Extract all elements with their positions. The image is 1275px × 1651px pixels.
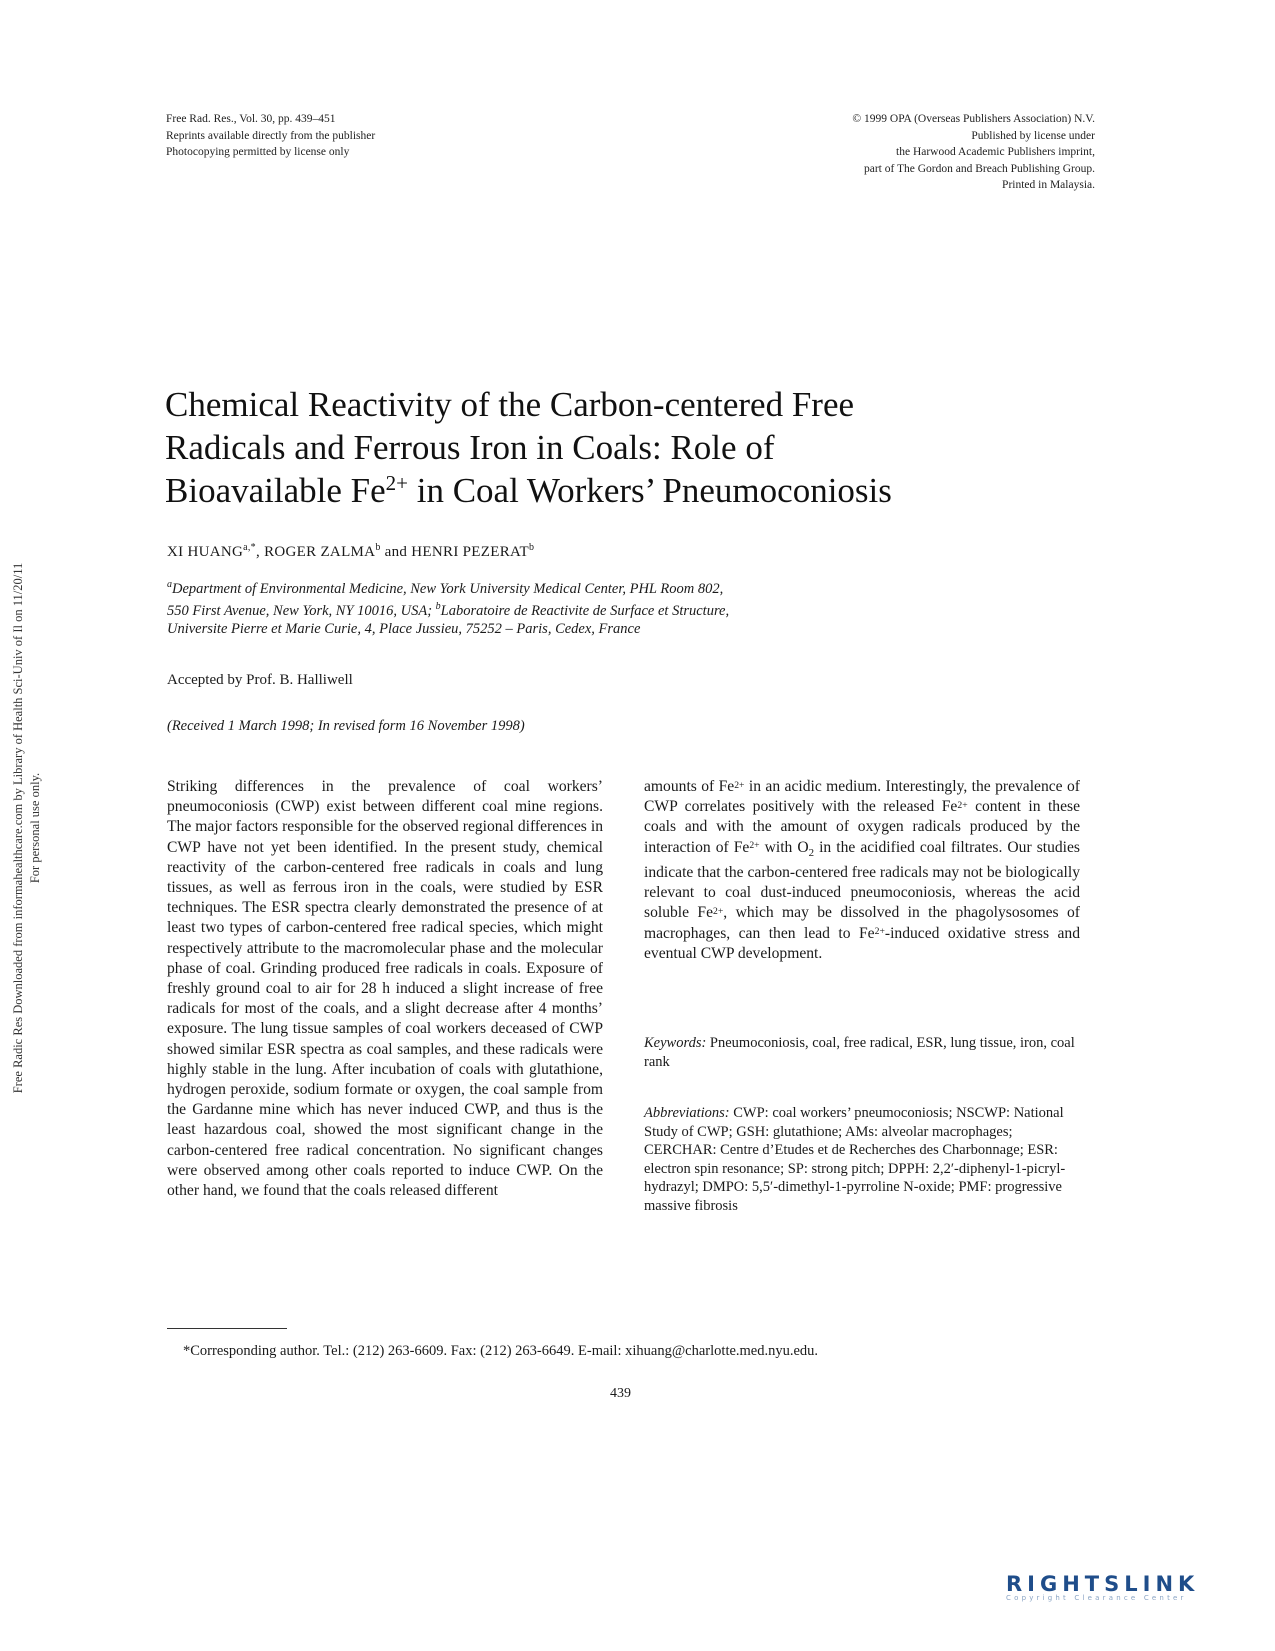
copyright-notice [740,111,1095,194]
keywords [644,1034,1080,1071]
footnote-divider [167,1328,287,1329]
keywords-text: Pneumoconiosis, coal, free radical, ESR, lung tissue, iron, coal rank [644,1035,1075,1070]
affiliation-line: Universite Pierre et Marie Curie, 4, Place Jussieu, 75252 – Paris, Cedex, France [167,620,641,637]
rightslink-wordmark: RIGHTSLINK [1006,1572,1200,1596]
abbreviations-text: CWP: coal workers’ pneumoconiosis; NSCWP: National Study of CWP; GSH: glutathione; AMs: alveolar macrophages; CERCHAR: Centre d’Etudes et de Recherches des Charbonnage; ESR: electron spin resonance; SP: strong pitch; DPPH: 2,2′-diphenyl-1-picryl-hydrazyl; DMPO: 5,5′-dimethyl-1-pyrroline N-oxide; PMF: progressive massive fibrosis [644,1105,1066,1214]
citation-line: Reprints available directly from the publisher [166,129,376,142]
title-line: Chemical Reactivity of the Carbon-centered Free [165,385,855,424]
abbreviations-label: Abbreviations: [644,1105,730,1121]
abbreviations [644,1104,1084,1215]
citation-line: Photocopying permitted by license only [166,146,350,158]
affiliations [167,576,1067,638]
copyright-line: the Harwood Academic Publishers imprint, [896,146,1095,158]
copyright-line: Published by license under [971,129,1095,142]
corresponding-author-footnote: *Corresponding author. Tel.: (212) 263-6609. Fax: (212) 263-6649. E-mail: xihuang@charlotte.med.nyu.edu. [183,1343,819,1359]
abstract-right-column [644,777,1080,964]
copyright-line: © 1999 OPA (Overseas Publishers Association) N.V. [852,113,1095,125]
paper-title [165,383,1085,512]
affiliation-line: $^a$Department of Environmental Medicine, New York University Medical Center, PHL Room 802, [167,579,724,597]
journal-citation [166,111,526,161]
abstract-paragraph: amounts of $Fe^{2+}$ in an acidic medium. Interestingly, the prevalence of CWP correlates positively with the released $Fe^{2+}$ content in these coals and with the amount of oxygen radicals produced by the interaction of $Fe^{2+}$ with $O_2$ in the acidified coal filtrates. Our studies indicate that the carbon-centered free radicals may not be biologically relevant to coal dust-induced pneumoconiosis, whereas the acid soluble $Fe^{2+}$, which may be dissolved in the phagolysosomes of macrophages, can then lead to $Fe^{2+}$-induced oxidative stress and eventual CWP development. [644,778,1081,962]
affiliation-line: 550 First Avenue, New York, NY 10016, USA; $^b$Laboratoire de Reactivite de Surface et Structure, [167,600,730,619]
accepted-by: Accepted by Prof. B. Halliwell [167,672,353,688]
copyright-line: part of The Gordon and Breach Publishing Group. [863,162,1095,175]
author-list: XI $HUANG^{a,*}$, ROGER ZALMA$^b$ and HENRI PEZERAT$^b$ [167,542,535,560]
rightslink-logo[interactable] [1006,1572,1236,1612]
keywords-label: Keywords: [644,1035,707,1051]
title-line: Radicals and Ferrous Iron in Coals: Role of [165,428,775,467]
watermark-line: For personal use only. [28,772,42,884]
watermark-line: Free Radic Res Downloaded from informahealthcare.com by Library of Health Sci-Univ of Il on 11/20/11 [11,562,25,1094]
page-number: 439 [610,1386,631,1401]
rightslink-tagline: Copyright Clearance Center [1006,1594,1187,1602]
received-dates: (Received 1 March 1998; In revised form 16 November 1998) [167,718,525,734]
title-line: Bioavailable $Fe^{2+}$ in Coal Workers’ Pneumoconiosis [165,471,892,510]
copyright-line: Printed in Malaysia. [1002,179,1095,191]
download-watermark [0,458,54,1198]
abstract-left-column [167,777,603,1201]
citation-line: Free Rad. Res., Vol. 30, pp. 439–451 [166,113,336,125]
abstract-paragraph: Striking differences in the prevalence of coal workers’ pneumoconiosis (CWP) exist between different coal mine regions. The major factors responsible for the observed regional differences in CWP have not yet been identified. In the present study, chemical reactivity of the carbon-centered free radicals in coals and lung tissues, as well as ferrous iron in the coals, were studied by ESR techniques. The ESR spectra clearly demonstrated the presence of at least two types of carbon-centered free radical species, which might respectively attribute to the macromolecular phase and the molecular phase of coal. Grinding produced free radicals in coals. Exposure of freshly ground coal to air for 28 h induced a slight increase of free radicals for most of the coals, and a slight decrease after 4 months’ exposure. The lung tissue samples of coal workers deceased of CWP showed similar ESR spectra as coal samples, and these radicals were highly stable in the lung. After incubation of coals with glutathione, hydrogen peroxide, sodium formate or oxygen, the coal sample from the Gardanne mine which has never induced CWP, and thus is the least hazardous coal, showed the most significant change in the carbon-centered free radical concentration. No significant changes were observed among other coals reported to induce CWP. On the other hand, we found that the coals released different [167,778,603,1200]
